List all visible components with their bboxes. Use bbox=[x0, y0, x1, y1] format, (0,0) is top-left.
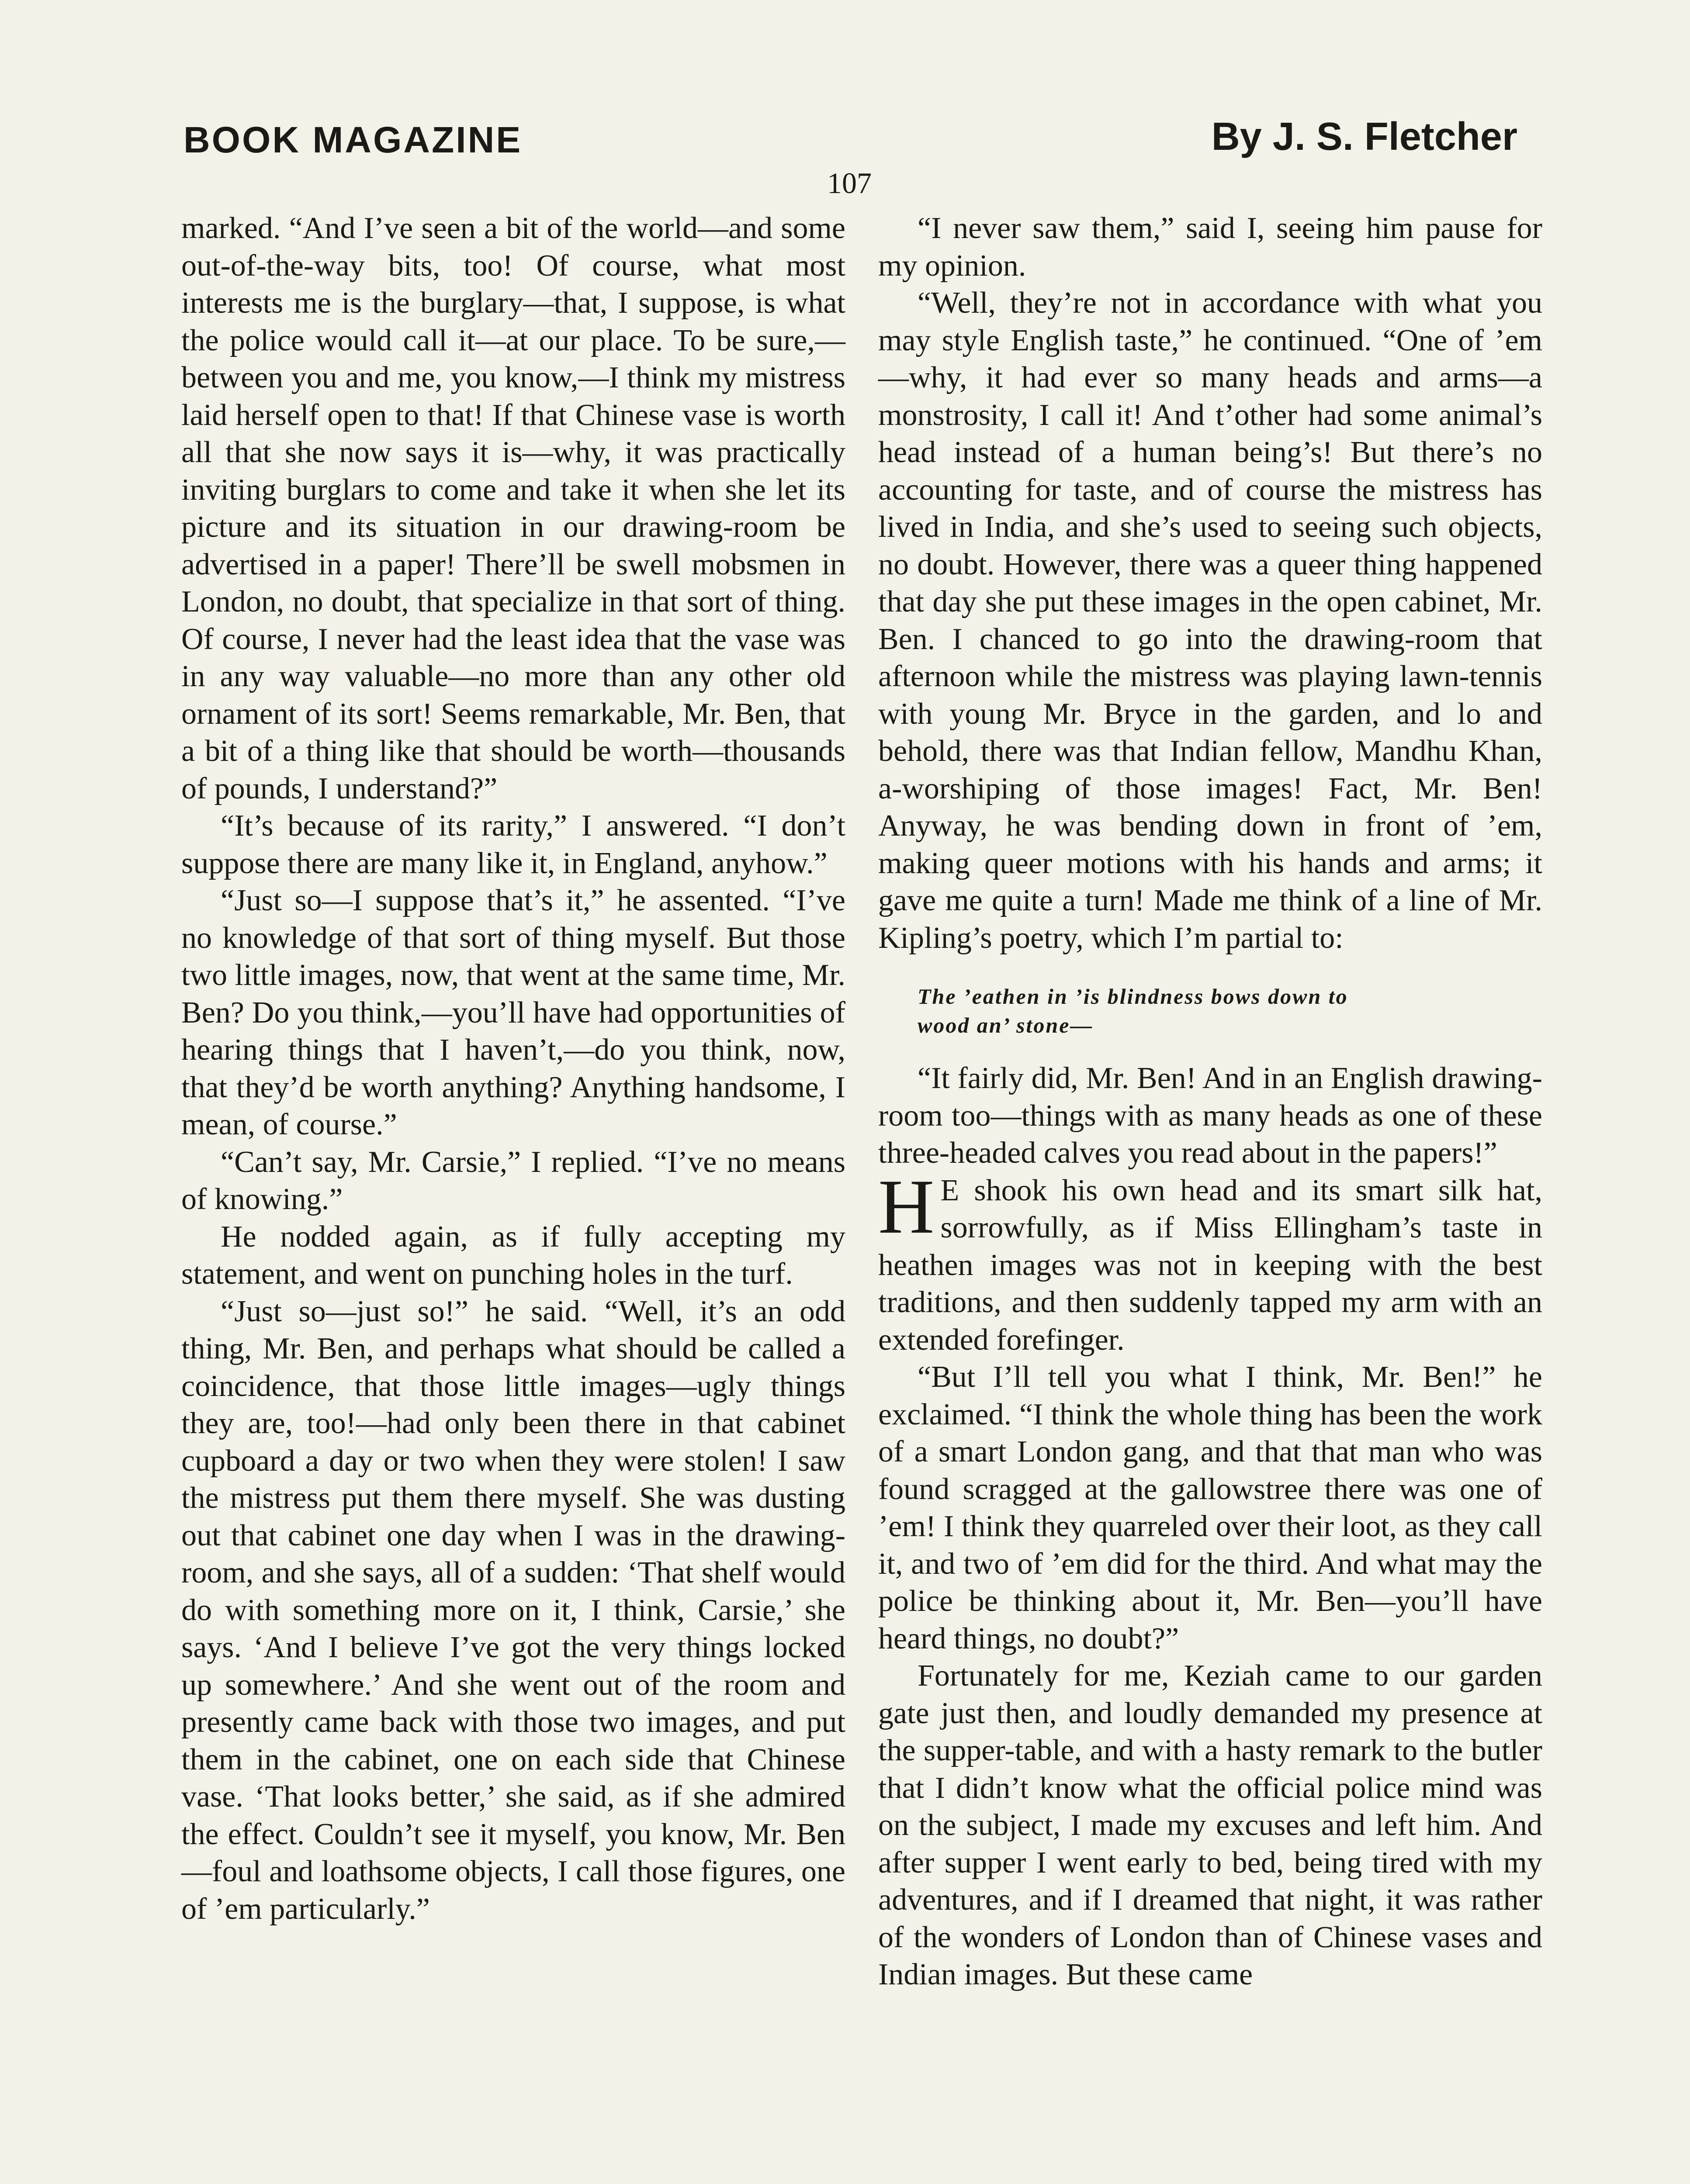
page-number: 107 bbox=[827, 166, 872, 200]
paragraph: He nodded again, as if fully accepting my statement, and went on punching holes in the turf. bbox=[181, 1220, 845, 1291]
paragraph: “Can’t say, Mr. Carsie,” I replied. “I’ve no means of knowing.” bbox=[181, 1145, 845, 1216]
paragraph: “I never saw them,” said I, seeing him pause for my opinion. bbox=[878, 211, 1542, 283]
running-header-publication: BOOK MAGAZINE bbox=[184, 119, 523, 160]
paragraph: “Well, they’re not in accordance with what you may style English taste,” he continued. “One of ’em—why, it had ever so many heads and arms—a monstrosity, I call it! And t’other had some animal’s head instead of a human being’s! But there’s no accounting for taste, and of course the mistress has lived in India, and she’s used to seeing such objects, no doubt. However, there was a queer thing happened that day she put these images in the open cabinet, Mr. Ben. I chanced to go into the drawing-room that afternoon while the mistress was playing lawn-tennis with young Mr. Bryce in the garden, and lo and behold, there was that Indian fellow, Mandhu Khan, a-worshiping of those images! Fact, Mr. Ben! Anyway, he was bending down in front of ’em, making queer motions with his hands and arms; it gave me quite a turn! Made me think of a line of Mr. Kipling’s poetry, which I’m partial to: bbox=[878, 286, 1542, 955]
paragraph: “Just so—I suppose that’s it,” he assented. “I’ve no knowledge of that sort of thing myself. But those two little images, now, that went at the same time, Mr. Ben? Do you think,—you’ll have had opportunities of hearing things that I haven’t,—do you think, now, that they’d be worth anything? Anything handsome, I mean, of course.” bbox=[181, 884, 845, 1141]
drop-cap: H bbox=[878, 1163, 935, 1250]
paragraph: marked. “And I’ve seen a bit of the world—and some out-of-the-way bits, too! Of course, what most interests me is the burglary—that, I suppose, is what the police would call it—at our place. To be sure,—between you and me, you know,—I think my mistress laid herself open to that! If that Chinese vase is worth all that she now says it is—why, it was practically inviting burglars to come and take it when she let its picture and its situation in our drawing-room be advertised in a paper! There’ll be swell mobsmen in London, no doubt, that specialize in that sort of thing. Of course, I never had the least idea that the vase was in any way valuable—no more than any other old ornament of its sort! Seems remarkable, Mr. Ben, that a bit of a thing like that should be worth—thousands of pounds, I understand?” bbox=[181, 211, 845, 805]
running-header-author: By J. S. Fletcher bbox=[1211, 115, 1517, 159]
left-column bbox=[181, 210, 845, 1928]
verse-quote bbox=[878, 982, 1542, 1040]
section-opening-paragraph bbox=[878, 1163, 1542, 1359]
right-column bbox=[878, 210, 1542, 1994]
verse-line: wood an’ stone— bbox=[918, 1013, 1094, 1037]
paragraph: “Just so—just so!” he said. “Well, it’s an odd thing, Mr. Ben, and perhaps what should be called a coincidence, that those little images—ugly things they are, too!—had only been there in that cabinet cupboard a day or two when they were stolen! I saw the mistress put them there myself. She was dusting out that cabinet one day when I was in the drawing-room, and she says, all of a sudden: ‘That shelf would do with something more on it, I think, Carsie,’ she says. ‘And I believe I’ve got the very things locked up somewhere.’ And she went out of the room and presently came back with those two images, and put them in the cabinet, one on each side that Chinese vase. ‘That looks better,’ she said, as if she admired the effect. Couldn’t see it myself, you know, Mr. Ben—foul and loathsome objects, I call those figures, one of ’em particularly.” bbox=[181, 1294, 845, 1926]
verse-line: The ’eathen in ’is blindness bows down to bbox=[918, 984, 1348, 1009]
paragraph: “It fairly did, Mr. Ben! And in an English drawing-room too—things with as many heads as one of these three-headed calves you read about in the papers!” bbox=[878, 1061, 1542, 1170]
paragraph: “It’s because of its rarity,” I answered. “I don’t suppose there are many like it, in England, anyhow.” bbox=[181, 809, 845, 880]
paragraph: Fortunately for me, Keziah came to our garden gate just then, and loudly demanded my presence at the supper-table, and with a hasty remark to the butler that I didn’t know what the official police mind was on the subject, I made my excuses and left him. And after supper I went early to bed, being tired with my adventures, and if I dreamed that night, it was rather of the wonders of London than of Chinese vases and Indian images. But these came bbox=[878, 1659, 1542, 1991]
section-opening-text: E shook his own head and its smart silk hat, sorrowfully, as if Miss Ellingham’s taste in heathen images was not in keeping with the best traditions, and then suddenly tapped my arm with an extended forefinger. bbox=[878, 1173, 1542, 1357]
paragraph: “But I’ll tell you what I think, Mr. Ben!” he exclaimed. “I think the whole thing has been the work of a smart London gang, and that that man who was found scragged at the gallowstree there was one of ’em! I think they quarreled over their loot, as they call it, and two of ’em did for the third. And what may the police be thinking about it, Mr. Ben—you’ll have heard things, no doubt?” bbox=[878, 1360, 1542, 1655]
